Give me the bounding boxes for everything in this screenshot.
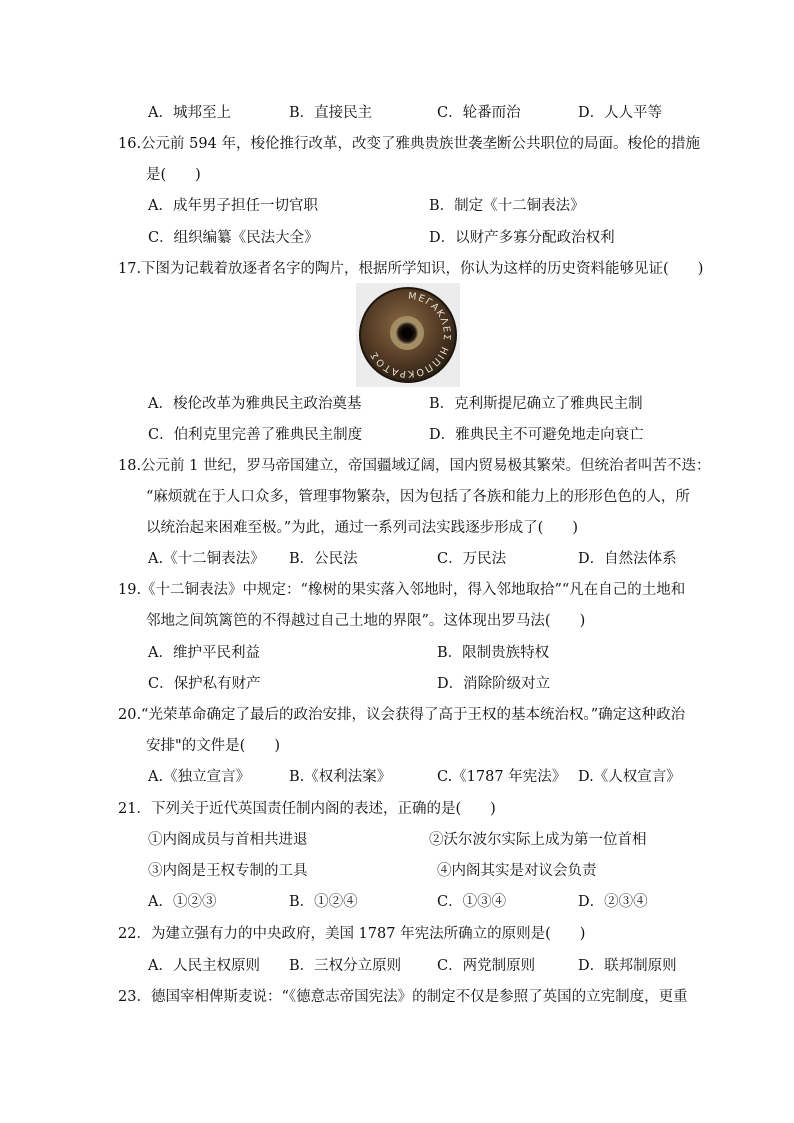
q22-option-d[interactable]: D．联邦制原则 bbox=[578, 958, 677, 974]
q19-option-a[interactable]: A．维护平民利益 bbox=[148, 645, 260, 661]
q20-option-a[interactable]: A.《独立宣言》 bbox=[148, 769, 251, 785]
q21-statement-3: ③内阁是王权专制的工具 bbox=[148, 863, 308, 879]
q15-option-b[interactable]: B．直接民主 bbox=[289, 105, 373, 121]
q17-option-c[interactable]: C．伯利克里完善了雅典民主制度 bbox=[148, 427, 363, 443]
q16-stem-cont: 是( ) bbox=[146, 167, 201, 183]
q18-option-d[interactable]: D．自然法体系 bbox=[578, 551, 677, 567]
q20-stem: 20.“光荣革命确定了最后的政治安排，议会获得了高于王权的基本统治权。”确定这种政治 bbox=[118, 707, 686, 723]
q18-option-c[interactable]: C．万民法 bbox=[437, 551, 507, 567]
q18-stem-cont-2: 以统治起来困难至极。”为此，通过一系列司法实践逐步形成了( ) bbox=[146, 520, 578, 536]
q16-option-a[interactable]: A．成年男子担任一切官职 bbox=[148, 198, 318, 214]
q22-option-c[interactable]: C．两党制原则 bbox=[437, 958, 536, 974]
q17-option-a[interactable]: A．梭伦改革为雅典民主政治奠基 bbox=[148, 396, 362, 412]
q22-option-b[interactable]: B．三权分立原则 bbox=[289, 958, 402, 974]
q21-statement-2: ②沃尔波尔实际上成为第一位首相 bbox=[429, 832, 647, 848]
q16-option-d[interactable]: D．以财产多寡分配政治权利 bbox=[429, 230, 615, 246]
q15-option-c[interactable]: C．轮番而治 bbox=[437, 105, 521, 121]
q19-option-b[interactable]: B．限制贵族特权 bbox=[437, 645, 550, 661]
q15-option-d[interactable]: D．人人平等 bbox=[578, 105, 663, 121]
q18-stem: 18.公元前 1 世纪，罗马帝国建立，帝国疆域辽阔，国内贸易极其繁荣。但统治者叫苦不迭： bbox=[118, 458, 711, 474]
q17-stem: 17.下图为记载着放逐者名字的陶片，根据所学知识，你认为这样的历史资料能够见证( ) bbox=[118, 261, 704, 277]
q21-option-c[interactable]: C．①③④ bbox=[437, 894, 507, 910]
ostracon-inscription: ΜΕΓΑΚΛΕΣ ΗΙΠΠΟΚΡΑΤΟΣ bbox=[368, 290, 453, 380]
q16-stem: 16.公元前 594 年，梭伦推行改革，改变了雅典贵族世袭垄断公共职位的局面。梭伦的措施 bbox=[118, 136, 700, 152]
q19-option-c[interactable]: C．保护私有财产 bbox=[148, 676, 261, 692]
q17-option-b[interactable]: B．克利斯提尼确立了雅典民主制 bbox=[429, 396, 643, 412]
q22-stem: 22．为建立强有力的中央政府，美国 1787 年宪法所确立的原则是( ) bbox=[118, 926, 586, 942]
q20-option-b[interactable]: B.《权利法案》 bbox=[289, 769, 392, 785]
q19-stem: 19.《十二铜表法》中规定：“橡树的果实落入邻地时，得入邻地取拾”“凡在自己的土地和 bbox=[118, 582, 686, 598]
q16-option-c[interactable]: C．组织编纂《民法大全》 bbox=[148, 230, 319, 246]
q18-option-a[interactable]: A.《十二铜表法》 bbox=[148, 551, 265, 567]
q20-option-c[interactable]: C.《1787 年宪法》 bbox=[437, 769, 567, 785]
q21-statement-1: ①内阁成员与首相共进退 bbox=[148, 832, 308, 848]
ostracon-image bbox=[356, 283, 460, 387]
q21-option-d[interactable]: D．②③④ bbox=[578, 894, 648, 910]
ostracon-shard-figure bbox=[356, 283, 460, 387]
q18-option-b[interactable]: B．公民法 bbox=[289, 551, 358, 567]
q19-option-d[interactable]: D．消除阶级对立 bbox=[437, 676, 551, 692]
q21-stem: 21．下列关于近代英国责任制内阁的表述，正确的是( ) bbox=[118, 801, 496, 817]
q22-option-a[interactable]: A．人民主权原则 bbox=[148, 958, 260, 974]
q19-stem-cont: 邻地之间筑篱笆的不得越过自己土地的界限”。这体现出罗马法( ) bbox=[146, 613, 586, 629]
q21-statement-4: ④内阁其实是对议会负责 bbox=[437, 863, 597, 879]
q20-option-d[interactable]: D.《人权宣言》 bbox=[578, 769, 681, 785]
q21-option-b[interactable]: B．①②④ bbox=[289, 894, 358, 910]
q21-option-a[interactable]: A．①②③ bbox=[148, 894, 217, 910]
q20-stem-cont: 安排"的文件是( ) bbox=[146, 738, 280, 754]
q15-option-a[interactable]: A．城邦至上 bbox=[148, 105, 231, 121]
q17-option-d[interactable]: D．雅典民主不可避免地走向衰亡 bbox=[429, 427, 644, 443]
q23-stem: 23．德国宰相俾斯麦说：“《德意志帝国宪法》的制定不仅是参照了英国的立宪制度，更重 bbox=[118, 989, 688, 1005]
q18-stem-cont-1: “麻烦就在于人口众多，管理事物繁杂，因为包括了各族和能力上的形形色色的人，所 bbox=[146, 489, 690, 505]
q16-option-b[interactable]: B．制定《十二铜表法》 bbox=[429, 198, 585, 214]
